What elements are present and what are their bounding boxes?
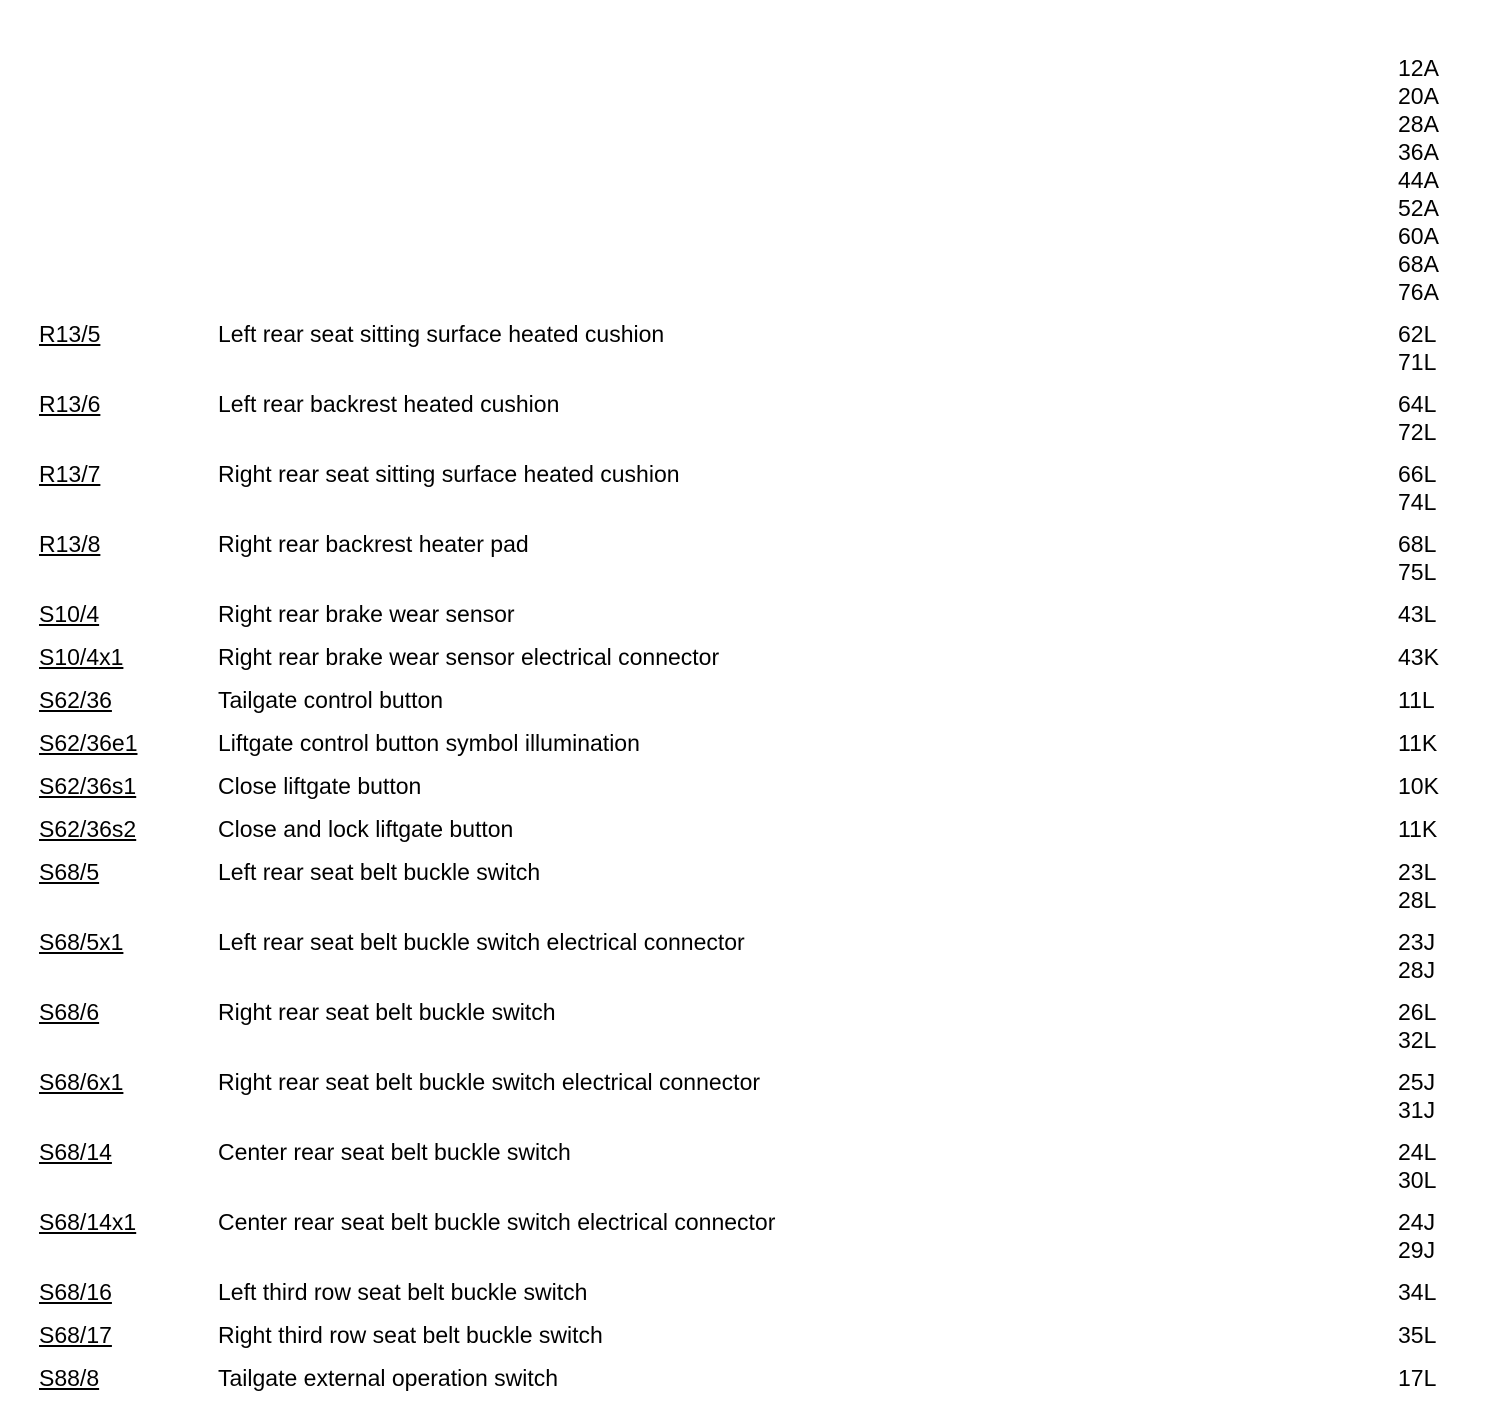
grid-location: 12A [1398, 55, 1439, 81]
grid-location: 17L [1398, 1365, 1437, 1391]
component-locations [1398, 998, 1488, 1054]
grid-location: 11L [1398, 687, 1435, 713]
component-locations [1398, 600, 1488, 628]
component-description: Right rear seat belt buckle switch [218, 999, 556, 1025]
component-locations [1398, 686, 1488, 714]
component-description: Left rear seat belt buckle switch electrical connector [218, 929, 745, 955]
component-row [39, 928, 1489, 984]
component-description: Left rear seat sitting surface heated cushion [218, 321, 665, 347]
component-locations [1398, 530, 1488, 586]
component-row [39, 530, 1489, 586]
grid-location: 60A [1398, 223, 1439, 249]
component-locations [1398, 1138, 1488, 1194]
component-description: Right rear brake wear sensor electrical connector [218, 644, 720, 670]
component-locations [1398, 320, 1488, 376]
component-locations [1398, 772, 1488, 800]
grid-location: 76A [1398, 279, 1439, 305]
component-code-link[interactable]: S62/36 [39, 687, 112, 713]
component-locations [1398, 643, 1488, 671]
component-code-link[interactable]: R13/8 [39, 531, 101, 557]
grid-location: 68A [1398, 251, 1439, 277]
component-description: Tailgate external operation switch [218, 1365, 559, 1391]
grid-location: 28A [1398, 111, 1439, 137]
component-row [39, 686, 1489, 714]
component-code-link[interactable]: S10/4 [39, 601, 100, 627]
component-code-link[interactable]: S68/16 [39, 1279, 112, 1305]
component-description: Left third row seat belt buckle switch [218, 1279, 588, 1305]
grid-location: 28J [1398, 957, 1436, 983]
grid-location: 35L [1398, 1322, 1437, 1348]
component-row [39, 460, 1489, 516]
grid-location: 75L [1398, 559, 1437, 585]
component-locations [1398, 1364, 1488, 1392]
component-description: Liftgate control button symbol illumination [218, 730, 640, 756]
component-row [39, 1321, 1489, 1349]
component-code-link[interactable]: S68/6x1 [39, 1069, 124, 1095]
component-code-link[interactable]: S68/5 [39, 859, 100, 885]
component-locations [1398, 460, 1488, 516]
grid-location: 20A [1398, 83, 1439, 109]
grid-location: 36A [1398, 139, 1439, 165]
component-locations [1398, 1068, 1488, 1124]
component-locations [1398, 1208, 1488, 1264]
grid-location: 64L [1398, 391, 1437, 417]
component-code-link[interactable]: R13/7 [39, 461, 101, 487]
component-description: Close liftgate button [218, 773, 422, 799]
grid-location: 29J [1398, 1237, 1436, 1263]
component-description: Right rear seat belt buckle switch electrical connector [218, 1069, 761, 1095]
component-row [39, 390, 1489, 446]
component-locations [1398, 815, 1488, 843]
grid-location: 11K [1398, 730, 1438, 756]
component-description: Center rear seat belt buckle switch electrical connector [218, 1209, 776, 1235]
component-code-link[interactable]: S62/36s1 [39, 773, 137, 799]
grid-location: 68L [1398, 531, 1437, 557]
component-row [39, 1208, 1489, 1264]
grid-location: 10K [1398, 773, 1439, 799]
component-code-link[interactable]: S62/36s2 [39, 816, 137, 842]
component-row [39, 1364, 1489, 1392]
component-row [39, 600, 1489, 628]
component-description: Close and lock liftgate button [218, 816, 514, 842]
component-row [39, 815, 1489, 843]
component-locations [1398, 1278, 1488, 1306]
component-row [39, 1068, 1489, 1124]
grid-location: 62L [1398, 321, 1437, 347]
component-code-link[interactable]: R13/6 [39, 391, 101, 417]
grid-location: 43K [1398, 644, 1439, 670]
grid-location: 72L [1398, 419, 1437, 445]
grid-location: 71L [1398, 349, 1437, 375]
grid-location: 31J [1398, 1097, 1436, 1123]
component-description: Center rear seat belt buckle switch [218, 1139, 571, 1165]
component-row [39, 1278, 1489, 1306]
component-description: Right rear brake wear sensor [218, 601, 515, 627]
component-code-link[interactable]: S68/6 [39, 999, 100, 1025]
component-code-link[interactable]: S68/14 [39, 1139, 112, 1165]
component-code-link[interactable]: S68/17 [39, 1322, 112, 1348]
component-locations [1398, 390, 1488, 446]
component-code-link[interactable]: S62/36e1 [39, 730, 138, 756]
component-row [39, 772, 1489, 800]
component-row [39, 1138, 1489, 1194]
grid-location: 25J [1398, 1069, 1436, 1095]
grid-location: 26L [1398, 999, 1437, 1025]
component-description: Left rear seat belt buckle switch [218, 859, 541, 885]
component-code-link[interactable]: R13/5 [39, 321, 101, 347]
component-locations [1398, 928, 1488, 984]
grid-location: 24J [1398, 1209, 1436, 1235]
grid-location: 52A [1398, 195, 1439, 221]
component-code-link[interactable]: S68/14x1 [39, 1209, 137, 1235]
component-code-link[interactable]: S10/4x1 [39, 644, 124, 670]
top-location-list [1398, 54, 1488, 306]
grid-location: 74L [1398, 489, 1437, 515]
component-description: Right third row seat belt buckle switch [218, 1322, 603, 1348]
grid-location: 43L [1398, 601, 1437, 627]
component-row [39, 998, 1489, 1054]
grid-location: 30L [1398, 1167, 1437, 1193]
component-description: Tailgate control button [218, 687, 444, 713]
component-code-link[interactable]: S88/8 [39, 1365, 100, 1391]
component-code-link[interactable]: S68/5x1 [39, 929, 124, 955]
grid-location: 32L [1398, 1027, 1437, 1053]
grid-location: 34L [1398, 1279, 1437, 1305]
grid-location: 23L [1398, 859, 1437, 885]
component-description: Left rear backrest heated cushion [218, 391, 560, 417]
grid-location: 28L [1398, 887, 1437, 913]
component-row [39, 729, 1489, 757]
component-row [39, 643, 1489, 671]
component-legend [39, 320, 1489, 1407]
grid-location: 44A [1398, 167, 1439, 193]
component-locations [1398, 729, 1488, 757]
component-description: Right rear backrest heater pad [218, 531, 529, 557]
component-description: Right rear seat sitting surface heated cushion [218, 461, 680, 487]
grid-location: 23J [1398, 929, 1436, 955]
component-row [39, 858, 1489, 914]
grid-location: 24L [1398, 1139, 1437, 1165]
grid-location: 11K [1398, 816, 1438, 842]
component-row [39, 320, 1489, 376]
component-locations [1398, 858, 1488, 914]
grid-location: 66L [1398, 461, 1437, 487]
component-locations [1398, 1321, 1488, 1349]
